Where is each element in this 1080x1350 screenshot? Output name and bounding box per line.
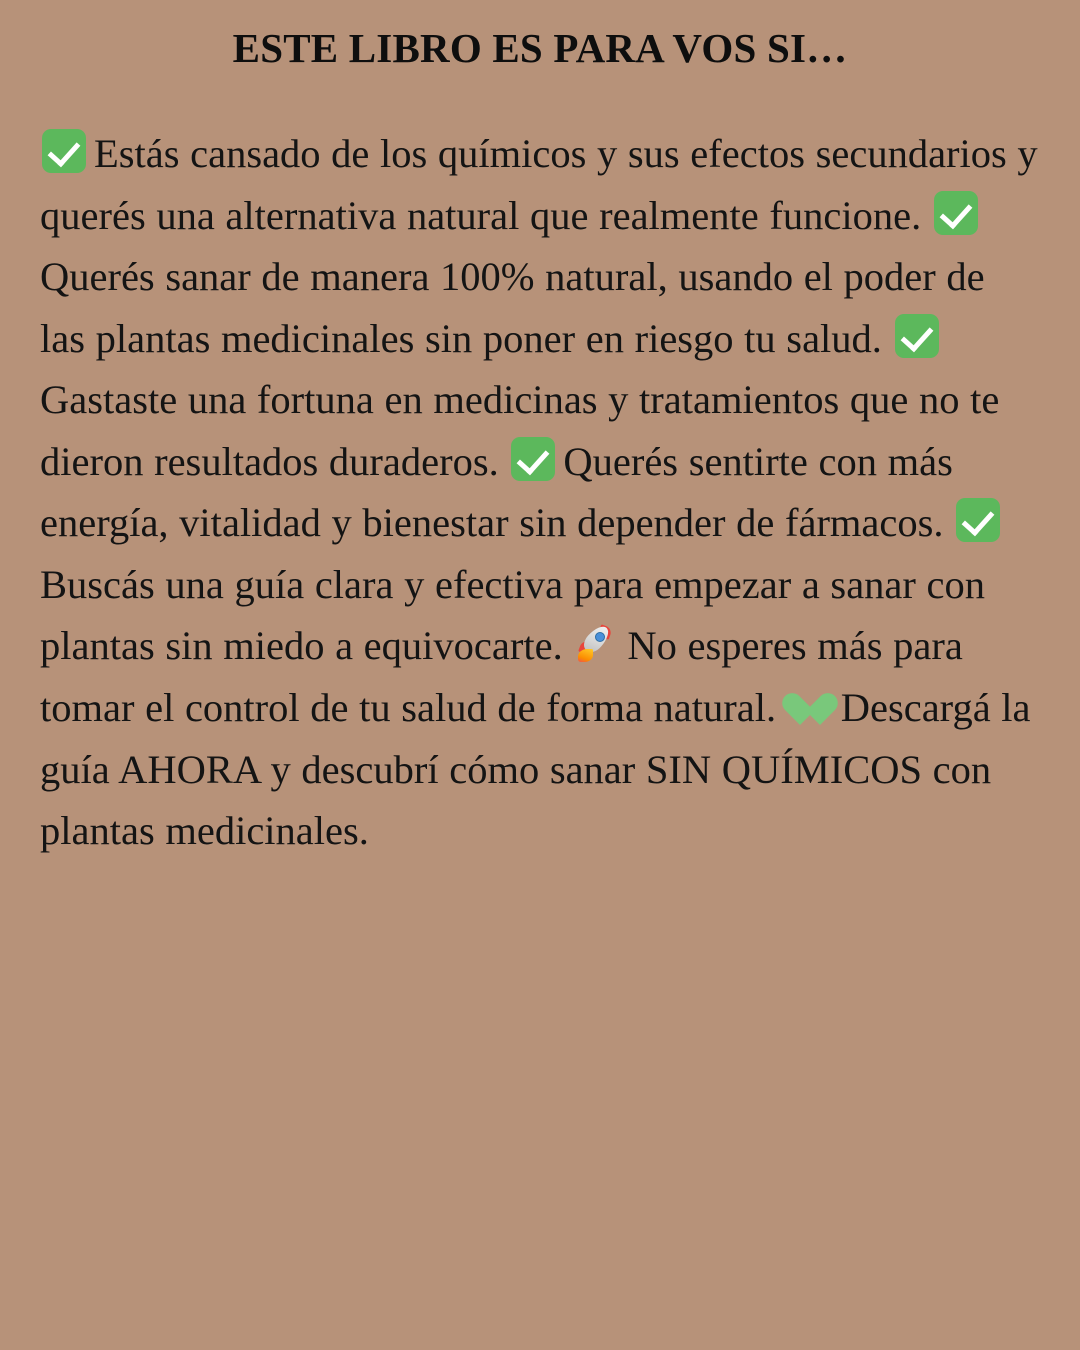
list-item-text: Estás cansado de los químicos y sus efectos secundarios y querés una alternativa natural que realmente funcione. [40,131,1038,238]
white-check-mark-icon [956,498,1000,542]
list-item [40,131,1038,238]
page-title: ESTE LIBRO ES PARA VOS SI… [232,25,848,71]
white-check-mark-icon [42,129,86,173]
list-item-text: Gastaste una fortuna en medicinas y tratamientos que no te dieron resultados duraderos. [40,377,1000,484]
rocket-icon [575,621,619,665]
list-item-text: Descargá la guía AHORA y descubrí cómo sanar SIN QUÍMICOS con plantas medicinales. [40,685,1031,854]
list-item-text: Querés sanar de manera 100% natural, usando el poder de las plantas medicinales sin poner en riesgo tu salud. [40,254,985,361]
list-item-text: Buscás una guía clara y efectiva para empezar a sanar con plantas sin miedo a equivocarte. [40,561,985,669]
white-check-mark-icon [895,314,939,358]
white-check-mark-icon [934,191,978,235]
list-item-text: Querés sentirte con más energía, vitalidad y bienestar sin depender de fármacos. [40,438,953,546]
list-item-text: No esperes más para tomar el control de tu salud de forma natural. [40,623,963,731]
green-heart-icon [789,687,833,727]
white-check-mark-icon [511,437,555,481]
benefits-list [40,123,1040,862]
